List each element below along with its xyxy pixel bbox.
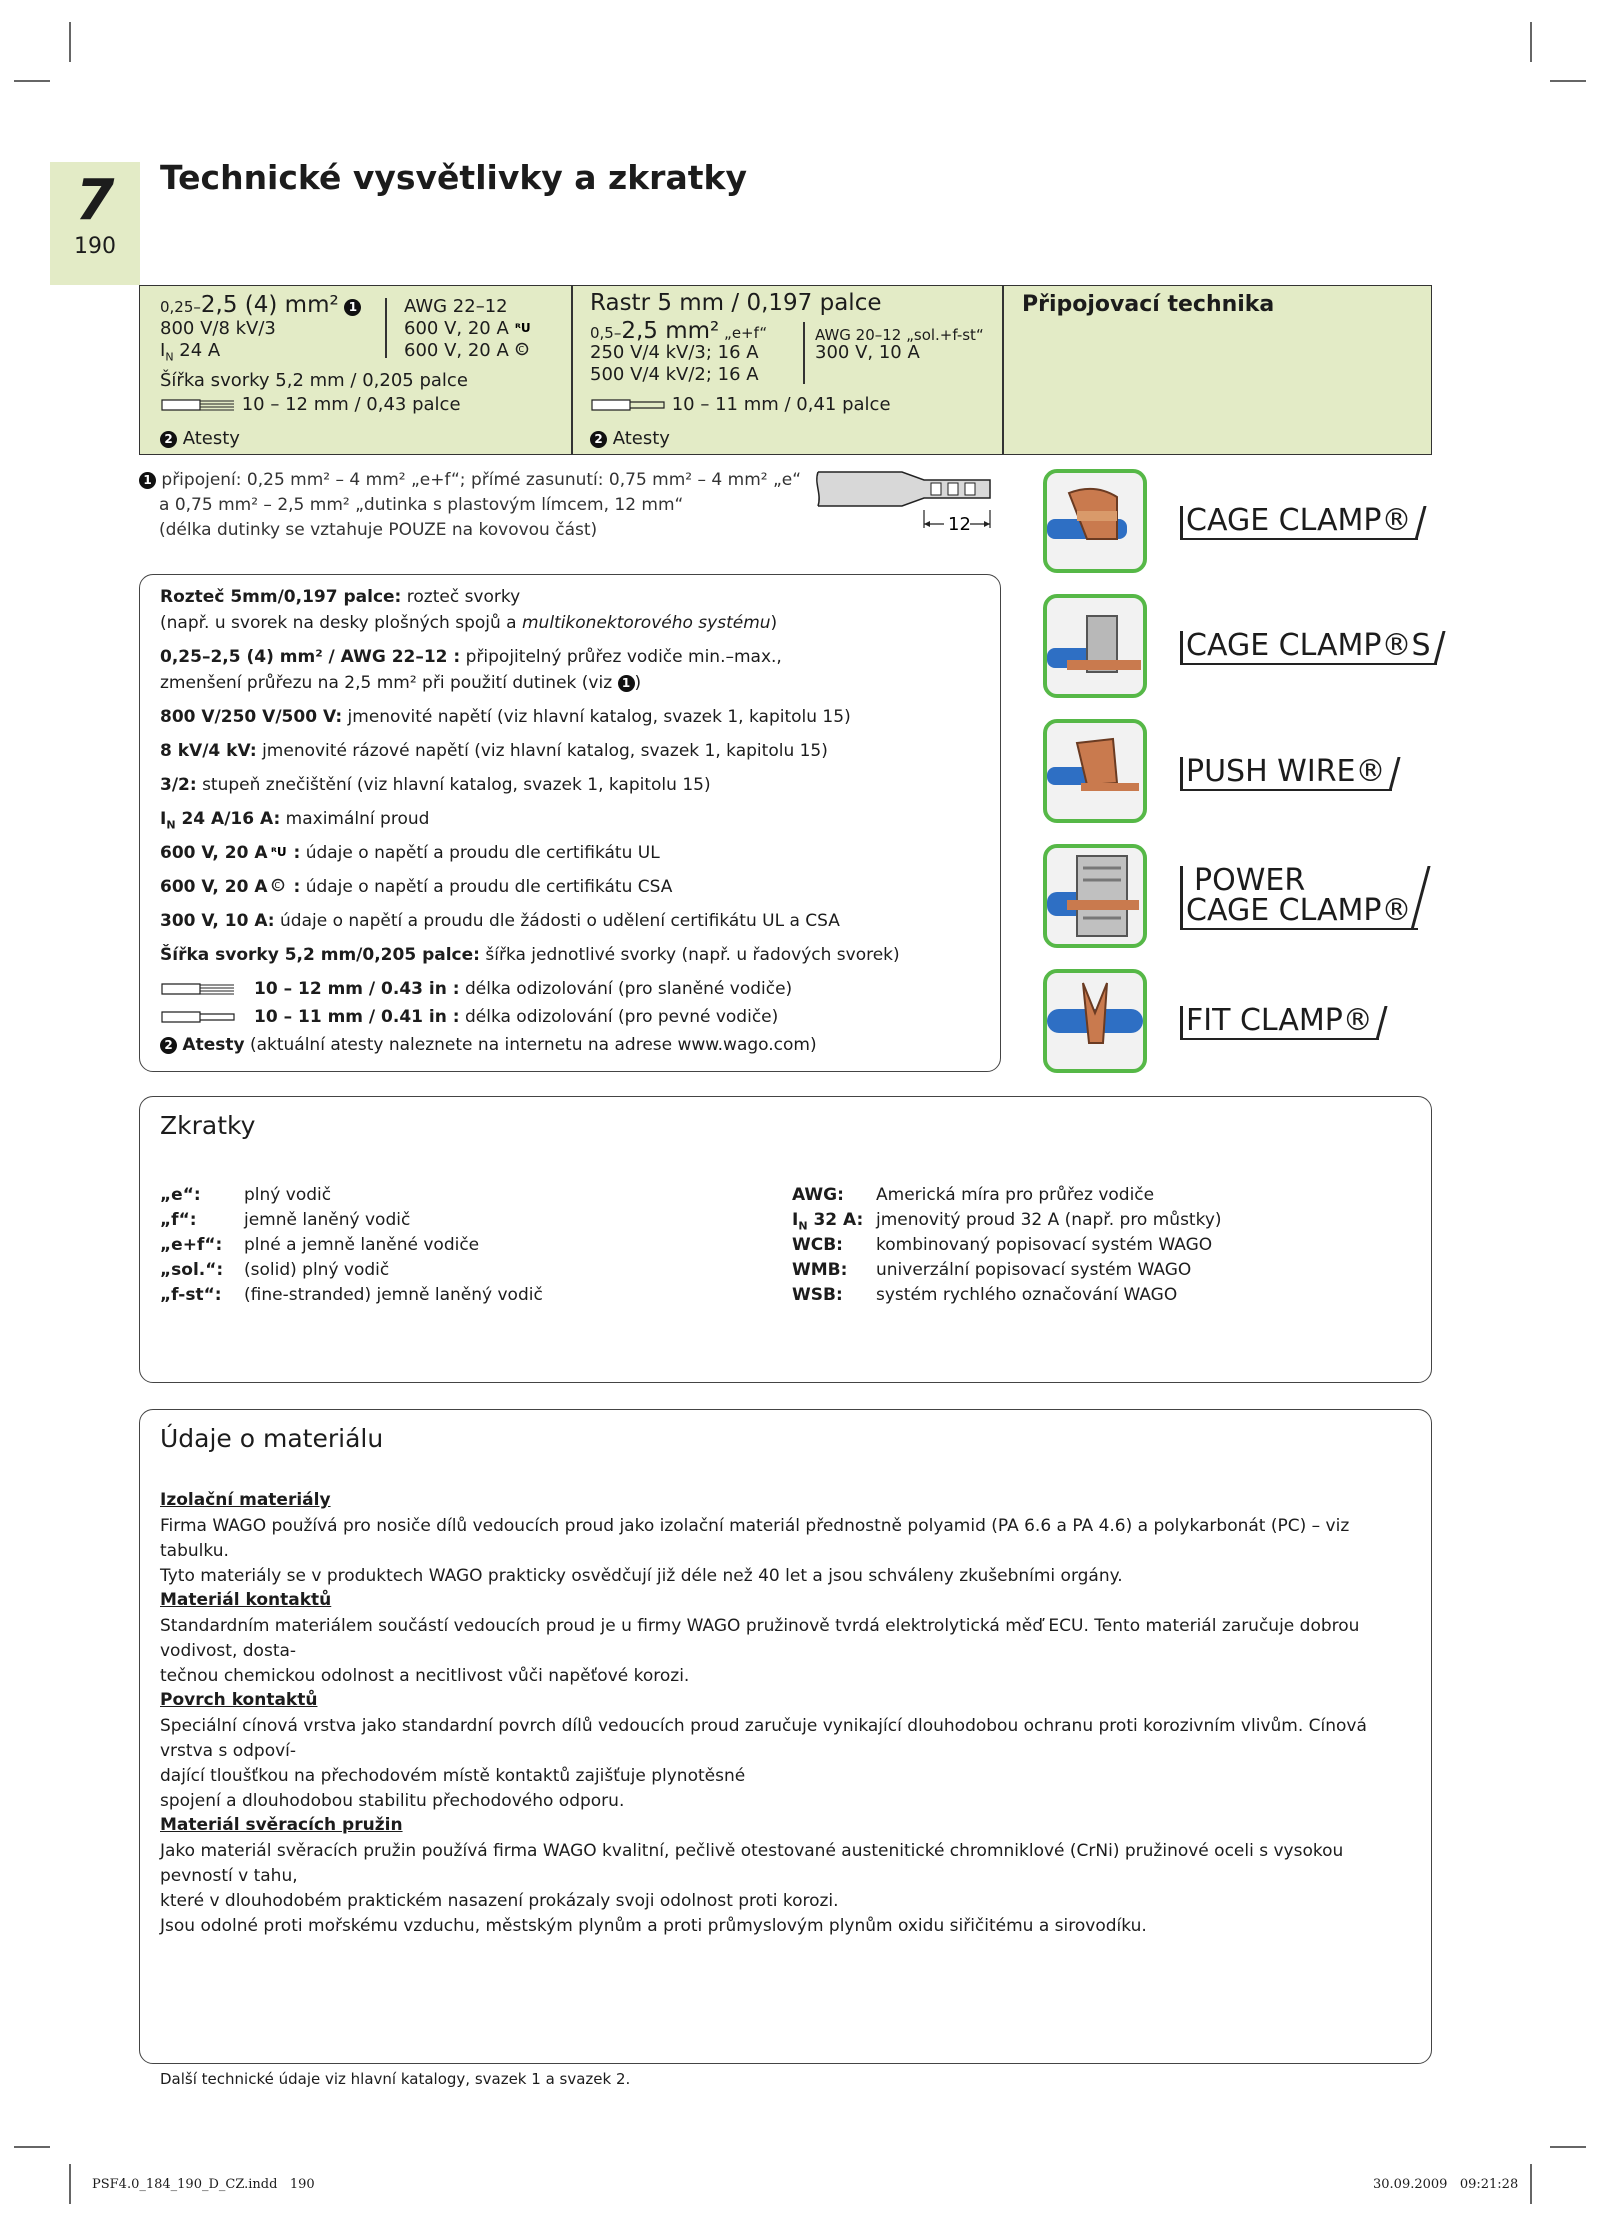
crop-mark xyxy=(69,22,71,62)
stranded-wire-icon xyxy=(160,982,236,996)
legend-row: $I_N$ 24 A/16 A: maximální proud xyxy=(160,809,430,832)
col1-awg: AWG 22–12 xyxy=(404,296,508,317)
csa-icon xyxy=(515,342,529,356)
col2-approvals: 2 Atesty xyxy=(590,428,670,450)
legend-row: 0,25–2,5 (4) mm² / AWG 22–12 : připojitelný průřez vodiče min.–max., xyxy=(160,647,782,667)
col2-strip: 10 – 11 mm / 0,41 palce xyxy=(590,394,891,416)
material-paragraph: Jako materiál svěracích pružin používá firma WAGO kvalitní, pečlivě otestované austenitické chromniklové (CrNi) pružinové oceli s vysokou pevností v tahu, které v dlouhodobém praktickém nasazení prokázaly svoji odolnost proti korozi. Jsou odolné proti mořskému vzduchu, městským plynům a proti průmyslovým plynům oxidu siřičitému a sirovodíku. xyxy=(160,1841,1344,1936)
crop-mark xyxy=(1550,80,1586,82)
slug-date: 30.09.2009 09:21:28 xyxy=(1373,2177,1519,2192)
push-wire-icon xyxy=(1043,719,1147,823)
abbreviation-key: AWG: xyxy=(792,1185,844,1205)
cage-clamp-s-icon xyxy=(1043,594,1147,698)
product-label-push-wire: PUSH WIRE® xyxy=(1182,757,1392,791)
crop-mark xyxy=(14,80,50,82)
svg-text:ᴿU: ᴿU xyxy=(514,321,531,334)
abbreviation-value: plné a jemně laněné vodiče xyxy=(244,1235,480,1255)
materials-box xyxy=(139,1409,1432,2064)
column-divider xyxy=(571,286,573,454)
col1-range: 0,25–2,5 (4) mm² 1 xyxy=(160,294,361,318)
col1-separator xyxy=(385,298,387,358)
material-heading: Izolační materiály xyxy=(160,1490,331,1510)
ul-icon xyxy=(515,320,537,334)
svg-text:C: C xyxy=(274,881,281,890)
col1-csa: 600 V, 20 A C xyxy=(404,340,529,362)
slug-file: PSF4.0_184_190_D_CZ.indd 190 xyxy=(92,2177,315,2192)
abbreviation-key: WCB: xyxy=(792,1235,843,1255)
abbreviation-key: $I_N$ 32 A: xyxy=(792,1210,864,1233)
legend-row: 2 Atesty (aktuální atesty naleznete na internetu na adrese www.wago.com) xyxy=(160,1035,817,1055)
col1-strip: 10 – 12 mm / 0,43 palce xyxy=(160,394,461,416)
legend-row: 3/2: stupeň znečištění (viz hlavní katalog, svazek 1, kapitolu 15) xyxy=(160,775,711,795)
col2-line2: 250 V/4 kV/3; 16 A xyxy=(590,342,759,363)
product-label-cage-clamp: CAGE CLAMP® xyxy=(1182,506,1418,540)
col2-range: 0,5–2,5 mm² „e+f“ xyxy=(590,318,768,344)
footnote-mark-1: 1 xyxy=(344,299,361,316)
chapter-number: 7 xyxy=(75,168,115,233)
crop-mark xyxy=(1530,22,1532,62)
col3-title: Připojovací technika xyxy=(1022,292,1275,317)
legend-box xyxy=(139,574,1001,1072)
ferrule-dimension: 12 xyxy=(948,514,971,535)
abbreviation-value: (fine-stranded) jemně laněný vodič xyxy=(244,1285,543,1305)
product-label-power-cage-clamp: POWER CAGE CLAMP® xyxy=(1182,866,1418,930)
legend-row: 300 V, 10 A: údaje o napětí a proudu dle žádosti o udělení certifikátu UL a CSA xyxy=(160,911,840,931)
materials-title: Údaje o materiálu xyxy=(160,1424,384,1453)
crop-mark xyxy=(1530,2164,1532,2204)
svg-text:ᴿU: ᴿU xyxy=(271,845,288,858)
abbreviation-value: plný vodič xyxy=(244,1185,332,1205)
abbreviation-value: jemně laněný vodič xyxy=(244,1210,411,1230)
svg-text:C: C xyxy=(518,345,524,354)
legend-row: zmenšení průřezu na 2,5 mm² při použití dutinek (viz 1 ) xyxy=(160,673,642,693)
col1-approvals: 2 Atesty xyxy=(160,428,240,450)
abbreviation-value: Americká míra pro průřez vodiče xyxy=(876,1185,1155,1205)
col2-separator xyxy=(803,322,805,384)
abbreviations-box xyxy=(139,1096,1432,1383)
abbreviation-value: jmenovitý proud 32 A (např. pro můstky) xyxy=(876,1210,1222,1230)
legend-row: Rozteč 5mm/0,197 palce: rozteč svorky xyxy=(160,587,521,607)
legend-row: 8 kV/4 kV: jmenovité rázové napětí (viz hlavní katalog, svazek 1, kapitolu 15) xyxy=(160,741,828,761)
legend-row: 600 V, 20 A ᴿU : údaje o napětí a proudu dle certifikátu UL xyxy=(160,843,660,863)
material-heading: Materiál kontaktů xyxy=(160,1590,332,1610)
crop-mark xyxy=(69,2164,71,2204)
csa-icon xyxy=(271,878,293,892)
col2-pitch: Rastr 5 mm / 0,197 palce xyxy=(590,290,882,316)
spec-box xyxy=(139,285,1432,455)
page-number: 190 xyxy=(74,234,116,259)
abbreviations-title: Zkratky xyxy=(160,1111,256,1140)
ferrule-icon xyxy=(814,466,1000,542)
col2-awg-rating: 300 V, 10 A xyxy=(815,342,920,363)
crop-mark xyxy=(1550,2146,1586,2148)
legend-row: 10 – 11 mm / 0.41 in : délka odizolování (pro pevné vodiče) xyxy=(160,1007,778,1027)
abbreviation-value: systém rychlého označování WAGO xyxy=(876,1285,1178,1305)
solid-wire-icon xyxy=(590,398,666,412)
abbreviation-key: WMB: xyxy=(792,1260,848,1280)
legend-row: Šířka svorky 5,2 mm/0,205 palce: šířka jednotlivé svorky (např. u řadových svorek) xyxy=(160,945,900,965)
col1-voltage: 800 V/8 kV/3 xyxy=(160,318,276,339)
footnote: Další technické údaje viz hlavní katalogy, svazek 1 a svazek 2. xyxy=(160,2070,631,2088)
abbreviation-key: „e“: xyxy=(160,1185,201,1205)
page-title: Technické vysvětlivky a zkratky xyxy=(160,158,747,197)
col2-line3: 500 V/4 kV/2; 16 A xyxy=(590,364,759,385)
abbreviation-key: „sol.“: xyxy=(160,1260,224,1280)
col1-current: $I_N$ 24 A xyxy=(160,340,221,364)
abbreviation-key: „f“: xyxy=(160,1210,197,1230)
material-heading: Materiál svěracích pružin xyxy=(160,1815,403,1835)
column-divider xyxy=(1002,286,1004,454)
abbreviation-value: univerzální popisovací systém WAGO xyxy=(876,1260,1192,1280)
ferrule-note: 1 připojení: 0,25 mm² – 4 mm² „e+f“; přímé zasunutí: 0,75 mm² – 4 mm² „e“ a 0,75 mm² – 2,5 mm² „dutinka s plastovým límcem, 12 mm“ (délka dutinky se vztahuje POUZE na kovovou část) xyxy=(139,468,801,543)
col2-awg: AWG 20–12 „sol.+f-st“ xyxy=(815,326,984,344)
material-heading: Povrch kontaktů xyxy=(160,1690,318,1710)
crop-mark xyxy=(14,2146,50,2148)
col1-width: Šířka svorky 5,2 mm / 0,205 palce xyxy=(160,370,468,391)
abbreviation-key: „f-st“: xyxy=(160,1285,222,1305)
legend-row: 10 – 12 mm / 0.43 in : délka odizolování (pro slaněné vodiče) xyxy=(160,979,792,999)
legend-row: 600 V, 20 A C : údaje o napětí a proudu dle certifikátu CSA xyxy=(160,877,673,897)
material-paragraph: Standardním materiálem součástí vedoucích proud je u firmy WAGO pružinově tvrdá elektrolytická měď ECU. Tento materiál zaručuje dobrou vodivost, dosta- tečnou chemickou odolnost a necitlivost vůči napěťové korozi. xyxy=(160,1616,1360,1686)
power-cage-clamp-icon xyxy=(1043,844,1147,948)
stranded-wire-icon xyxy=(160,398,236,412)
solid-wire-icon xyxy=(160,1010,236,1024)
ul-icon xyxy=(271,844,293,858)
cage-clamp-icon xyxy=(1043,469,1147,573)
fit-clamp-icon xyxy=(1043,969,1147,1073)
abbreviation-key: WSB: xyxy=(792,1285,843,1305)
material-paragraph: Speciální cínová vrstva jako standardní povrch dílů vedoucích proud zaručuje vynikající dlouhodobou ochranu proti korozivním vlivům. Cínová vrstva s odpoví- dající tloušťkou na přechodovém místě kontaktů zajišťuje plynotěsné spojení a dlouhodobou stabilitu přechodového odporu. xyxy=(160,1716,1367,1811)
abbreviation-value: kombinovaný popisovací systém WAGO xyxy=(876,1235,1213,1255)
abbreviation-key: „e+f“: xyxy=(160,1235,223,1255)
product-label-fit-clamp: FIT CLAMP® xyxy=(1182,1006,1379,1040)
legend-row: 800 V/250 V/500 V: jmenovité napětí (viz hlavní katalog, svazek 1, kapitolu 15) xyxy=(160,707,851,727)
product-label-cage-clamp-s: CAGE CLAMP®S xyxy=(1182,631,1437,665)
col1-ul: 600 V, 20 A ᴿU xyxy=(404,318,537,340)
legend-row: (např. u svorek na desky plošných spojů a multikonektorového systému) xyxy=(160,613,778,633)
material-paragraph: Firma WAGO používá pro nosiče dílů vedoucích proud jako izolační materiál přednostně polyamid (PA 6.6 a PA 4.6) a polykarbonát (PC) – viz tabulku. Tyto materiály se v produktech WAGO prakticky osvědčují již déle než 40 let a jsou schváleny zkušebními orgány. xyxy=(160,1516,1350,1586)
abbreviation-value: (solid) plný vodič xyxy=(244,1260,390,1280)
